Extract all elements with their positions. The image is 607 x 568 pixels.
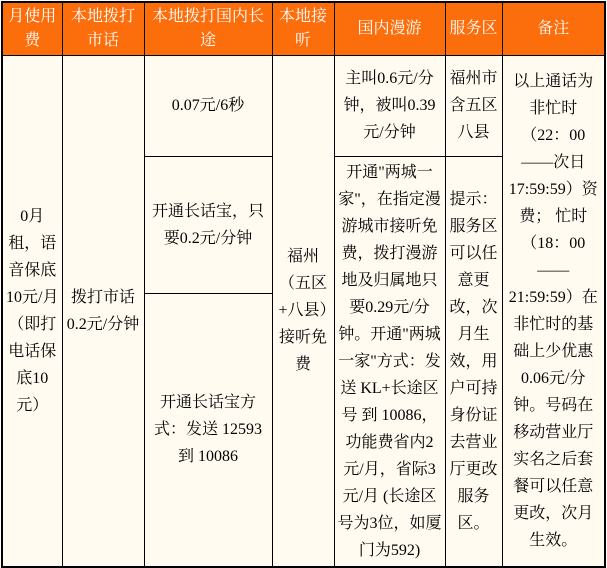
cell-service-area-note: 提示：服务区可以任意更改，次月生效，用户可持身份证去营业厅更改服务区。 xyxy=(445,156,502,567)
header-remarks: 备注 xyxy=(502,2,605,55)
cell-roaming-two-city-plan: 开通"两城一家"，在指定漫游城市接听免费，拨打漫游地及归属地只要0.29元/分钟。开通"两城一家"方式：发送 KL+长途区号 到 10086，功能费省内2元/月，省际3元/月 (长途区号为3位，如厦门为592) xyxy=(334,156,445,567)
cell-remarks: 以上通话为非忙时（22：00——次日17:59:59）资费； 忙时（18：00——21:59:59）在非忙时的基础上少优惠0.06元/分钟。号码在移动营业厅实名之后套餐可以任意更改，次月生效。 xyxy=(502,55,605,567)
header-monthly-fee: 月使用费 xyxy=(2,2,62,55)
header-local-domestic-long-distance: 本地拨打国内长途 xyxy=(144,2,272,55)
cell-service-area: 福州市含五区八县 xyxy=(445,55,502,156)
cell-local-city-call: 拨打市话0.2元/分钟 xyxy=(62,55,144,567)
cell-changhuabao-activation: 开通长话宝方式：发送 12593 到 10086 xyxy=(144,293,272,566)
tariff-table xyxy=(1,1,606,568)
body-row-1 xyxy=(2,55,605,156)
cell-roaming-standard-rate: 主叫0.6元/分钟，被叫0.39元/分钟 xyxy=(334,55,445,156)
header-row xyxy=(2,2,605,55)
cell-local-answer: 福州（五区+八县）接听免费 xyxy=(272,55,334,567)
header-domestic-roaming: 国内漫游 xyxy=(334,2,445,55)
cell-changhuabao-rate: 开通长话宝，只要0.2元/分钟 xyxy=(144,156,272,293)
cell-monthly-fee: 0月租，语音保底10元/月（即打电话保底10元） xyxy=(2,55,62,567)
cell-long-distance-standard-rate: 0.07元/6秒 xyxy=(144,55,272,156)
header-service-area: 服务区 xyxy=(445,2,502,55)
header-local-city-call: 本地拨打市话 xyxy=(62,2,144,55)
header-local-answer: 本地接听 xyxy=(272,2,334,55)
